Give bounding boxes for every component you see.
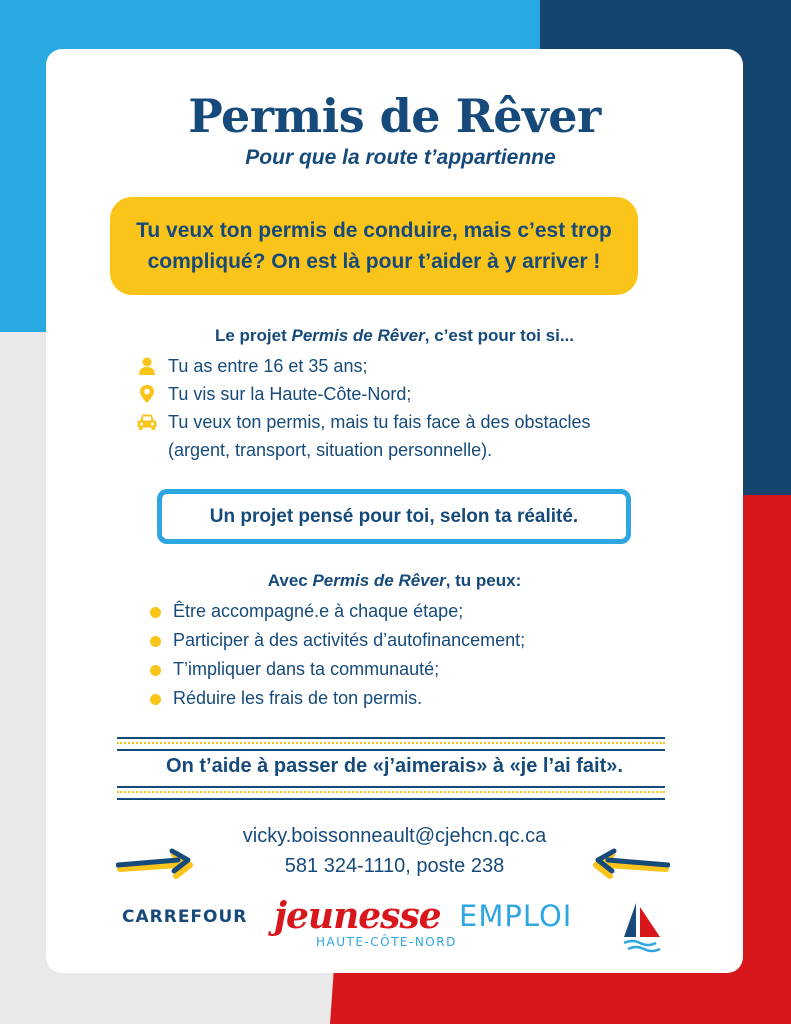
person-icon bbox=[136, 356, 158, 376]
benefits-list bbox=[148, 597, 648, 713]
logo-region: HAUTE-CÔTE-NORD bbox=[316, 935, 457, 949]
callout-box: Tu veux ton permis de conduire, mais c’est trop compliqué? On est là pour t’aider à y arriver ! bbox=[110, 197, 638, 295]
logo-jeunesse: jeunesse bbox=[274, 895, 441, 937]
bullet-icon bbox=[150, 636, 161, 647]
arrow-left-icon bbox=[586, 843, 670, 879]
list-item: Être accompagné.e à chaque étape; bbox=[148, 597, 648, 626]
list-item: T’impliquer dans ta communauté; bbox=[148, 655, 648, 684]
logo-carrefour: CARREFOUR bbox=[122, 907, 248, 927]
contact-phone[interactable]: 581 324-1110, poste 238 bbox=[284, 855, 505, 877]
divider-bottom bbox=[117, 786, 665, 800]
sailboat-icon bbox=[622, 901, 666, 953]
subtitle: Pour que la route t’appartienne bbox=[245, 146, 556, 169]
list-item: Tu veux ton permis, mais tu fais face à des obstacles (argent, transport, situation personnelle). bbox=[136, 408, 656, 464]
flyer-card bbox=[46, 49, 743, 973]
car-icon bbox=[136, 412, 158, 432]
bullet-icon bbox=[150, 665, 161, 676]
bullet-icon bbox=[150, 694, 161, 705]
contact-email[interactable]: vicky.boissonneault@cjehcn.qc.ca bbox=[242, 825, 547, 847]
organization-logo bbox=[122, 895, 682, 959]
benefits-heading: Avec Permis de Rêver, tu peux: bbox=[267, 571, 522, 590]
logo-emploi: EMPLOI bbox=[459, 899, 573, 933]
highlight-box: Un projet pensé pour toi, selon ta réalité. bbox=[157, 489, 631, 544]
eligibility-heading: Le projet Permis de Rêver, c’est pour toi si... bbox=[214, 326, 574, 345]
list-item: Participer à des activités d’autofinancement; bbox=[148, 626, 648, 655]
bullet-icon bbox=[150, 607, 161, 618]
location-pin-icon bbox=[136, 384, 158, 404]
list-item: Tu vis sur la Haute-Côte-Nord; bbox=[136, 380, 656, 408]
eligibility-list bbox=[136, 352, 656, 464]
page-title: Permis de Rêver bbox=[188, 89, 601, 143]
divider-top bbox=[117, 737, 665, 751]
list-item: Réduire les frais de ton permis. bbox=[148, 684, 648, 713]
list-item: Tu as entre 16 et 35 ans; bbox=[136, 352, 656, 380]
slogan: On t’aide à passer de «j’aimerais» à «je l’ai fait». bbox=[166, 755, 623, 777]
